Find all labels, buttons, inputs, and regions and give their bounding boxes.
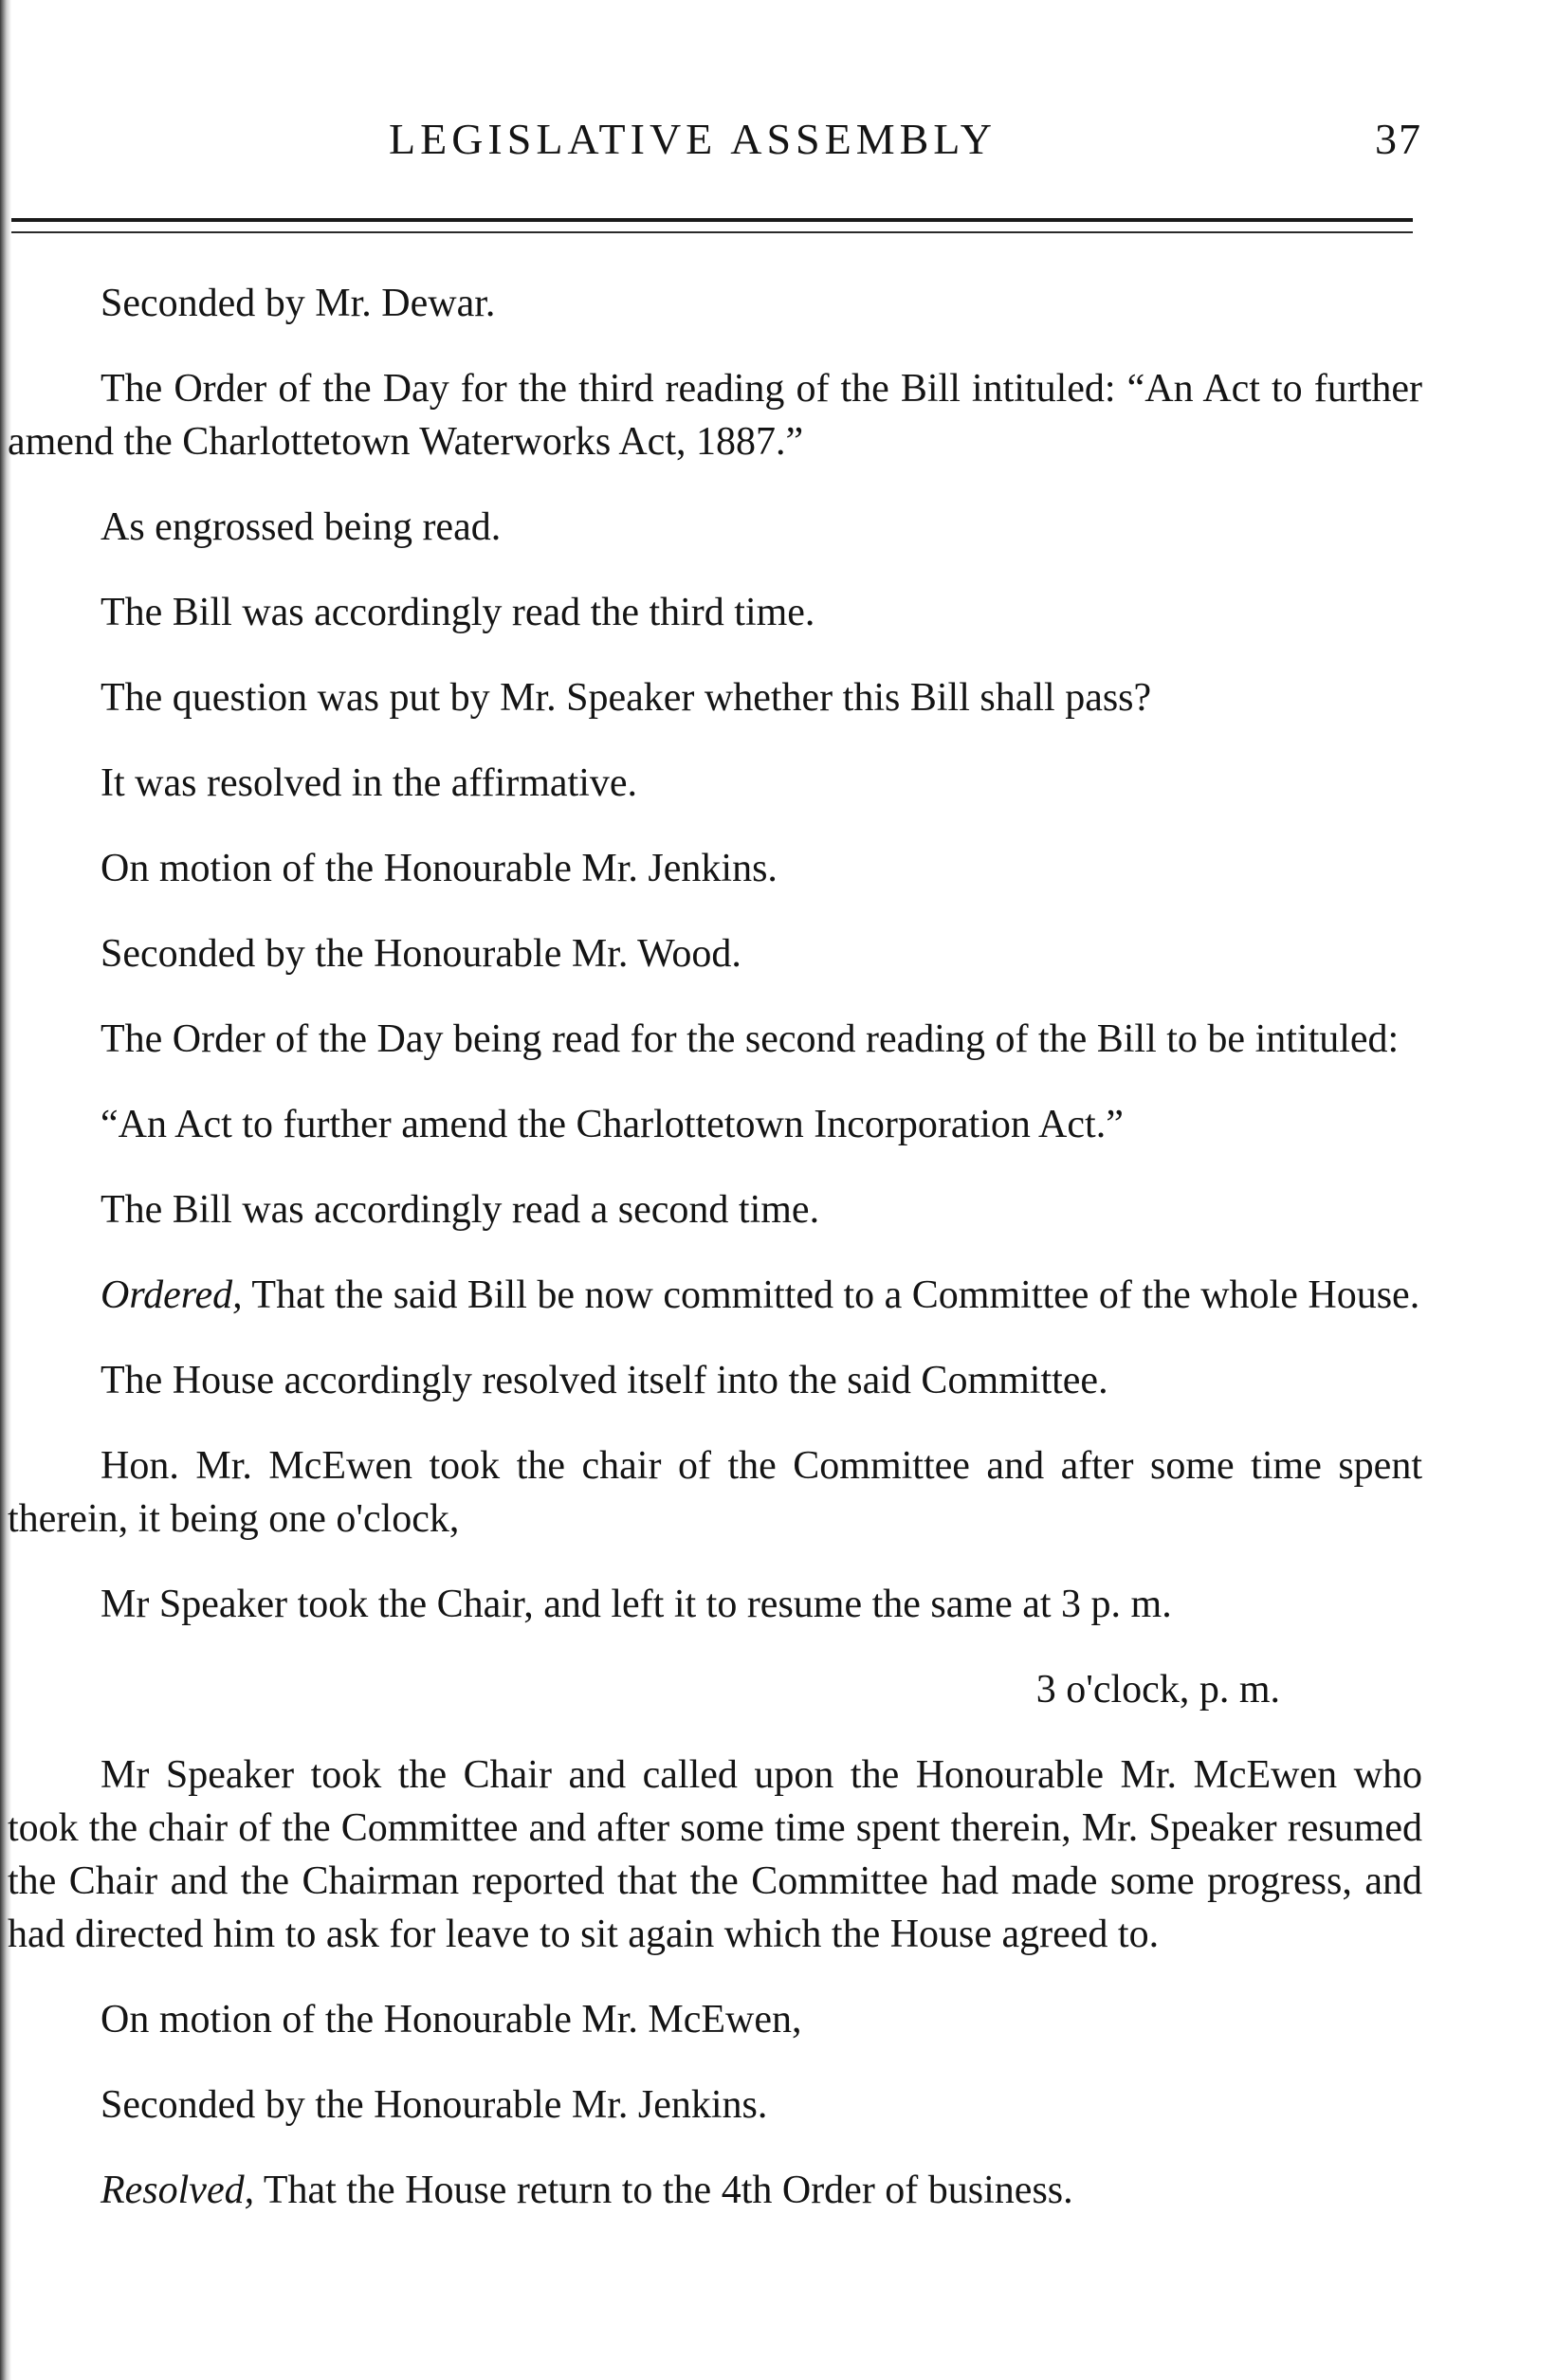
paragraph-read-second-time: The Bill was accordingly read a second time.	[101, 1188, 820, 1232]
paragraph-as-engrossed: As engrossed being read.	[101, 505, 502, 549]
ordered-lead: Ordered,	[101, 1273, 243, 1317]
header-rule-thin	[11, 231, 1413, 233]
header-title: LEGISLATIVE ASSEMBLY	[389, 115, 998, 163]
paragraph-house-resolved: The House accordingly resolved itself into the said Committee.	[101, 1359, 1108, 1402]
paragraph-motion-mcewen: On motion of the Honourable Mr. McEwen,	[101, 1998, 802, 2041]
time-marker: 3 o'clock, p. m.	[1035, 1668, 1280, 1712]
paragraph-speaker-left-chair: Mr Speaker took the Chair, and left it to resume the same at 3 p. m.	[101, 1583, 1172, 1626]
paragraph-bill-title: “An Act to further amend the Charlottetown Incorporation Act.”	[101, 1103, 1124, 1146]
paragraph-read-third-time: The Bill was accordingly read the third time.	[101, 591, 815, 634]
paragraph-resolved-fourth-order: Resolved, That the House return to the 4th Order of business.	[101, 2169, 1073, 2212]
paragraph-resolved-affirmative: It was resolved in the affirmative.	[101, 761, 638, 805]
paragraph-motion-jenkins: On motion of the Honourable Mr. Jenkins.	[101, 847, 778, 890]
paragraph-ordered-committee: Ordered, That the said Bill be now committed to a Committee of the whole House.	[101, 1273, 1420, 1317]
paragraph-question-put: The question was put by Mr. Speaker whether this Bill shall pass?	[101, 676, 1152, 720]
paragraph-seconded-dewar: Seconded by Mr. Dewar.	[101, 282, 496, 325]
page-number: 37	[1375, 115, 1422, 163]
paragraph-speaker-called-mcewen: Mr Speaker took the Chair and called upon the Honourable Mr. McEwen who took the chair of the Committee and after some time spent therein, Mr. Speaker resumed the Chair and the Chairman reported that the Committee had made some progress, and had directed him to ask for leave to sit again which the House agreed to.	[8, 1753, 1422, 1956]
paragraph-order-second-reading: The Order of the Day being read for the second reading of the Bill to be intituled:	[101, 1017, 1400, 1061]
resolved-lead: Resolved,	[101, 2169, 255, 2212]
paragraph-order-third-reading: The Order of the Day for the third reading of the Bill intituled: “An Act to further amend the Charlottetown Waterworks Act, 1887.”	[8, 367, 1422, 464]
running-header	[389, 114, 1422, 190]
paragraph-seconded-jenkins: Seconded by the Honourable Mr. Jenkins.	[101, 2083, 768, 2127]
paragraph-seconded-wood: Seconded by the Honourable Mr. Wood.	[101, 932, 741, 976]
page-body	[0, 277, 1422, 2249]
header-rule-thick	[11, 218, 1413, 222]
paragraph-mcewen-chair: Hon. Mr. McEwen took the chair of the Committee and after some time spent therein, it being one o'clock,	[8, 1444, 1422, 1541]
